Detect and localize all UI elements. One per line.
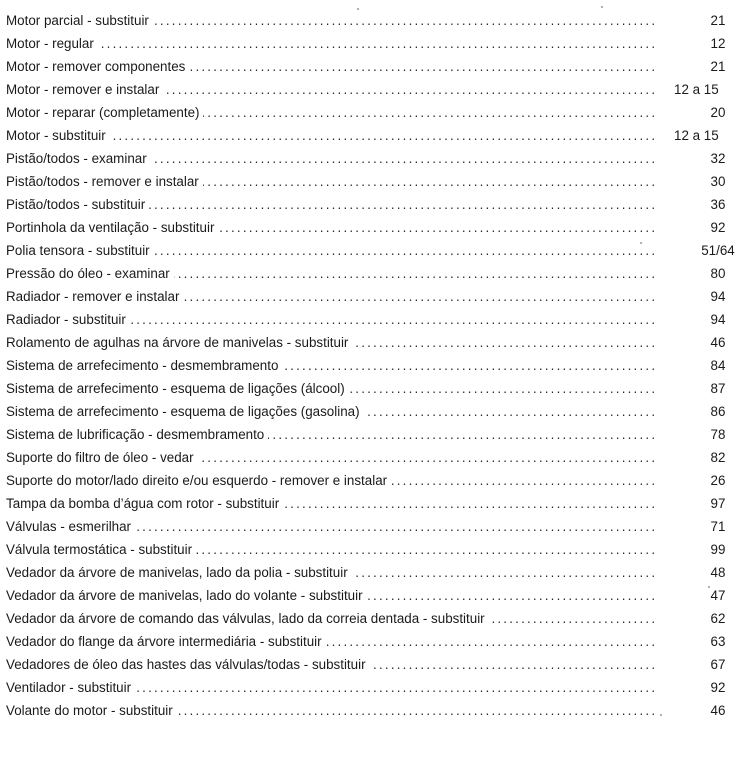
entry-title: Pistão/todos - remover e instalar [6, 170, 203, 193]
entry-title: Volante do motor - substituir [6, 699, 177, 722]
index-entry [6, 653, 737, 676]
index-entry [6, 331, 737, 354]
entry-title: Sistema de arrefecimento - desmembramento [6, 354, 282, 377]
index-entry [6, 607, 737, 630]
entry-page-number: 12 a 15 [674, 82, 719, 97]
entry-title: Radiador - substituir [6, 308, 130, 331]
index-entry [6, 78, 737, 101]
index-entry [6, 9, 737, 32]
entry-page-number: 46 [710, 703, 726, 718]
entry-title: Sistema de arrefecimento - esquema de ligações (gasolina) [6, 400, 364, 423]
entry-title: Vedadores de óleo das hastes das válvulas/todas - substituir [6, 653, 370, 676]
index-entry [6, 538, 737, 561]
entry-title: Motor - substituir [6, 124, 110, 147]
index-entry [6, 492, 737, 515]
index-entry [6, 101, 737, 124]
entry-title: Pistão/todos - substituir [6, 193, 149, 216]
entry-page-number: 20 [710, 105, 726, 120]
entry-title: Tampa da bomba d’água com rotor - substituir [6, 492, 283, 515]
entry-title: Rolamento de agulhas na árvore de manivelas - substituir [6, 331, 352, 354]
scan-speck [660, 714, 662, 716]
entry-title: Vedador do flange da árvore intermediária - substituir [6, 630, 326, 653]
entry-page-number: 46 [710, 335, 726, 350]
index-list [6, 9, 737, 722]
entry-page-number: 99 [710, 542, 726, 557]
index-entry [6, 262, 737, 285]
index-entry [6, 699, 737, 722]
index-entry [6, 469, 737, 492]
entry-title: Pressão do óleo - examinar [6, 262, 174, 285]
entry-title: Suporte do filtro de óleo - vedar [6, 446, 198, 469]
entry-page-number: 94 [710, 312, 726, 327]
entry-page-number: 12 [710, 36, 726, 51]
dot-leader [6, 32, 657, 55]
entry-page-number: 63 [710, 634, 726, 649]
entry-title: Válvulas - esmerilhar [6, 515, 135, 538]
index-entry [6, 446, 737, 469]
entry-title: Motor - remover e instalar [6, 78, 163, 101]
entry-page-number: 84 [710, 358, 726, 373]
entry-page-number: 21 [710, 13, 726, 28]
index-entry [6, 32, 737, 55]
entry-page-number: 36 [710, 197, 726, 212]
entry-page-number: 47 [710, 588, 726, 603]
index-entry [6, 354, 737, 377]
entry-title: Radiador - remover e instalar [6, 285, 183, 308]
index-entry [6, 561, 737, 584]
entry-page-number: 92 [710, 680, 726, 695]
index-entry [6, 216, 737, 239]
entry-page-number: 30 [710, 174, 726, 189]
entry-page-number: 97 [710, 496, 726, 511]
entry-page-number: 12 a 15 [674, 128, 719, 143]
entry-title: Vedador da árvore de comando das válvulas, lado da correia dentada - substituir [6, 607, 489, 630]
index-entry [6, 400, 737, 423]
index-entry [6, 377, 737, 400]
entry-title: Portinhola da ventilação - substituir [6, 216, 218, 239]
entry-title: Sistema de arrefecimento - esquema de ligações (álcool) [6, 377, 349, 400]
entry-title: Polia tensora - substituir [6, 239, 154, 262]
index-entry [6, 630, 737, 653]
index-entry [6, 515, 737, 538]
entry-title: Sistema de lubrificação - desmembramento [6, 423, 268, 446]
index-entry [6, 193, 737, 216]
entry-title: Vedador da árvore de manivelas, lado do volante - substituir [6, 584, 367, 607]
entry-title: Motor parcial - substituir [6, 9, 153, 32]
entry-page-number: 78 [710, 427, 726, 442]
entry-title: Vedador da árvore de manivelas, lado da polia - substituir [6, 561, 352, 584]
index-entry [6, 676, 737, 699]
index-entry [6, 170, 737, 193]
entry-page-number: 71 [710, 519, 726, 534]
index-entry [6, 239, 737, 262]
index-entry [6, 423, 737, 446]
index-entry [6, 285, 737, 308]
entry-page-number: 82 [710, 450, 726, 465]
index-entry [6, 55, 737, 78]
entry-page-number: 26 [710, 473, 726, 488]
entry-page-number: 92 [710, 220, 726, 235]
entry-title: Pistão/todos - examinar [6, 147, 151, 170]
entry-page-number: 48 [710, 565, 726, 580]
entry-page-number: 51/64 [701, 243, 735, 258]
entry-title: Motor - remover componentes [6, 55, 189, 78]
index-entry [6, 584, 737, 607]
entry-page-number: 67 [710, 657, 726, 672]
index-entry [6, 147, 737, 170]
index-entry [6, 124, 737, 147]
entry-title: Suporte do motor/lado direito e/ou esquerdo - remover e instalar [6, 469, 391, 492]
entry-page-number: 86 [710, 404, 726, 419]
entry-title: Motor - reparar (completamente) [6, 101, 203, 124]
entry-page-number: 21 [710, 59, 726, 74]
entry-page-number: 62 [710, 611, 726, 626]
entry-title: Motor - regular [6, 32, 98, 55]
entry-page-number: 87 [710, 381, 726, 396]
entry-title: Válvula termostática - substituir [6, 538, 196, 561]
entry-page-number: 32 [710, 151, 726, 166]
entry-title: Ventilador - substituir [6, 676, 135, 699]
entry-page-number: 94 [710, 289, 726, 304]
scan-speck [601, 6, 603, 8]
index-entry [6, 308, 737, 331]
entry-page-number: 80 [710, 266, 726, 281]
